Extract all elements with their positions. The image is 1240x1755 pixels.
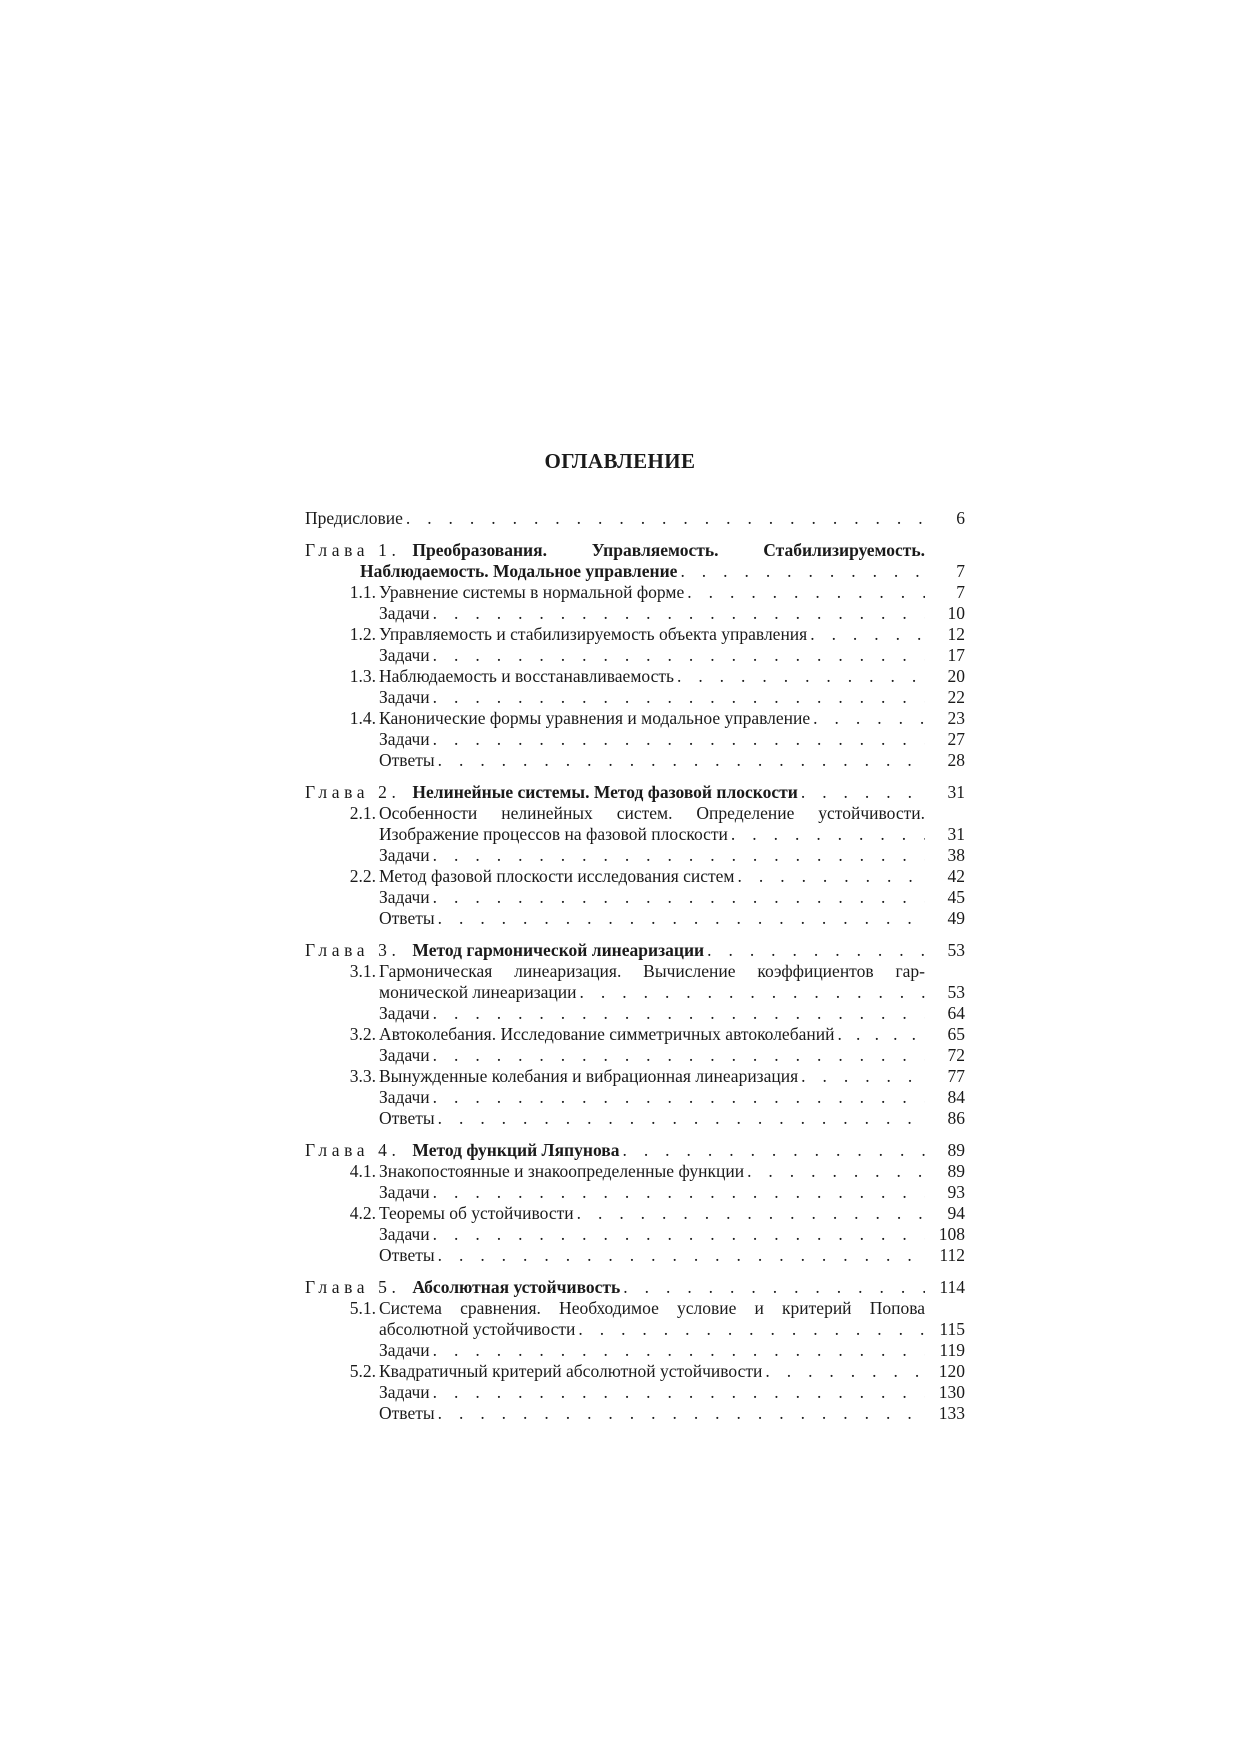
- dot-leader: [834, 1024, 925, 1045]
- page-number: 120: [938, 1361, 965, 1381]
- section-title-line-1: Гармоническая линеаризация. Вычисление коэффициентов гар-: [379, 961, 925, 981]
- dot-leader: [435, 908, 925, 929]
- toc-section-5-1[interactable]: [305, 1298, 965, 1340]
- toc-tasks-5-1[interactable]: [305, 1340, 965, 1361]
- dot-leader: [704, 940, 925, 961]
- tasks-label: Задачи: [379, 1003, 430, 1023]
- toc-section-1-1[interactable]: [305, 582, 965, 603]
- dot-leader: [677, 561, 925, 582]
- toc-section-3-3[interactable]: [305, 1066, 965, 1087]
- dot-leader: [430, 1340, 925, 1361]
- tasks-label: Задачи: [379, 1382, 430, 1402]
- tasks-label: Задачи: [379, 729, 430, 749]
- page-number: 112: [939, 1245, 965, 1265]
- answers-label: Ответы: [379, 1403, 435, 1423]
- dot-leader: [403, 508, 925, 529]
- dot-leader: [574, 1203, 925, 1224]
- toc-tasks-4-1[interactable]: [305, 1182, 965, 1203]
- page-number: 77: [947, 1066, 965, 1086]
- toc-entry-preface[interactable]: [305, 508, 965, 529]
- dot-leader: [619, 1140, 925, 1161]
- section-title: Автоколебания. Исследование симметричных автоколебаний: [379, 1024, 835, 1044]
- dot-leader: [435, 1245, 925, 1266]
- answers-label: Ответы: [379, 908, 435, 928]
- tasks-label: Задачи: [379, 887, 430, 907]
- chapter-label: Глава 2.: [305, 782, 401, 802]
- dot-leader: [430, 1182, 925, 1203]
- dot-leader: [430, 645, 925, 666]
- page-number: 108: [938, 1224, 965, 1244]
- dot-leader: [435, 1403, 925, 1424]
- page-number: 65: [947, 1024, 965, 1044]
- page-number: 49: [947, 908, 965, 928]
- toc-section-3-2[interactable]: [305, 1024, 965, 1045]
- toc-section-1-3[interactable]: [305, 666, 965, 687]
- dot-leader: [798, 782, 925, 803]
- page-number: 22: [947, 687, 965, 707]
- section-title: Квадратичный критерий абсолютной устойчивости: [379, 1361, 763, 1381]
- toc-tasks-4-2[interactable]: [305, 1224, 965, 1245]
- dot-leader: [810, 708, 925, 729]
- page-number: 31: [947, 782, 965, 802]
- page-number: 72: [947, 1045, 965, 1065]
- section-title: Теоремы об устойчивости: [379, 1203, 574, 1223]
- toc-tasks-5-2[interactable]: [305, 1382, 965, 1403]
- section-number: 3.3.: [349, 1066, 376, 1086]
- dot-leader: [430, 687, 925, 708]
- dot-leader: [430, 603, 925, 624]
- section-number: 3.2.: [349, 1024, 376, 1044]
- section-title: Наблюдаемость и восстанавливаемость: [379, 666, 674, 686]
- dot-leader: [728, 824, 925, 845]
- page-number: 45: [947, 887, 965, 907]
- toc-section-1-2[interactable]: [305, 624, 965, 645]
- toc-answers-1[interactable]: [305, 750, 965, 771]
- tasks-label: Задачи: [379, 603, 430, 623]
- toc-chapter-5[interactable]: [305, 1277, 965, 1298]
- dot-leader: [575, 1319, 925, 1340]
- page-number: 27: [947, 729, 965, 749]
- tasks-label: Задачи: [379, 687, 430, 707]
- toc-section-5-2[interactable]: [305, 1361, 965, 1382]
- toc-section-3-1[interactable]: [305, 961, 965, 1003]
- chapter-title-line-2: Наблюдаемость. Модальное управление: [360, 561, 678, 581]
- toc-answers-5[interactable]: [305, 1403, 965, 1424]
- answers-label: Ответы: [379, 1108, 435, 1128]
- tasks-label: Задачи: [379, 1045, 430, 1065]
- toc-answers-4[interactable]: [305, 1245, 965, 1266]
- page-number: 114: [939, 1277, 965, 1297]
- page-number: 93: [947, 1182, 965, 1202]
- chapter-title-line-1: Преобразования. Управляемость. Стабилизируемость.: [412, 540, 925, 560]
- section-number: 1.4.: [349, 708, 376, 728]
- table-of-contents: [305, 508, 965, 1424]
- toc-tasks-2-1[interactable]: [305, 845, 965, 866]
- dot-leader: [577, 982, 925, 1003]
- toc-chapter-3[interactable]: [305, 940, 965, 961]
- dot-leader: [430, 887, 925, 908]
- tasks-label: Задачи: [379, 1182, 430, 1202]
- page-number: 89: [947, 1140, 965, 1160]
- toc-section-4-2[interactable]: [305, 1203, 965, 1224]
- toc-tasks-2-2[interactable]: [305, 887, 965, 908]
- chapter-label: Глава 5.: [305, 1277, 401, 1297]
- tasks-label: Задачи: [379, 845, 430, 865]
- dot-leader: [430, 1003, 925, 1024]
- toc-section-4-1[interactable]: [305, 1161, 965, 1182]
- section-title: Знакопостоянные и знакоопределенные функции: [379, 1161, 745, 1181]
- page-number: 42: [947, 866, 965, 886]
- toc-chapter-1[interactable]: [305, 540, 965, 582]
- toc-chapter-4[interactable]: [305, 1140, 965, 1161]
- toc-section-1-4[interactable]: [305, 708, 965, 729]
- page-number: 7: [956, 582, 965, 602]
- page-number: 20: [947, 666, 965, 686]
- page-number: 23: [947, 708, 965, 728]
- page-number: 86: [947, 1108, 965, 1128]
- section-title-line-1: Система сравнения. Необходимое условие и критерий Попова: [379, 1298, 925, 1318]
- page-number: 53: [947, 982, 965, 1002]
- toc-tasks-3-1[interactable]: [305, 1003, 965, 1024]
- page-number: 38: [947, 845, 965, 865]
- answers-label: Ответы: [379, 750, 435, 770]
- page-number: 31: [947, 824, 965, 844]
- section-number: 2.2.: [349, 866, 376, 886]
- toc-tasks-1-4[interactable]: [305, 729, 965, 750]
- page-number: 94: [947, 1203, 965, 1223]
- chapter-label: Глава 4.: [305, 1140, 401, 1160]
- dot-leader: [435, 750, 925, 771]
- entry-title: Предисловие: [305, 508, 403, 528]
- section-title: Метод фазовой плоскости исследования систем: [379, 866, 735, 886]
- dot-leader: [430, 1382, 925, 1403]
- chapter-label: Глава 1.: [305, 540, 401, 560]
- section-number: 2.1.: [349, 803, 376, 823]
- page-number: 6: [956, 508, 965, 528]
- dot-leader: [435, 1108, 925, 1129]
- dot-leader: [430, 1224, 925, 1245]
- page-number: 64: [947, 1003, 965, 1023]
- page-number: 115: [939, 1319, 965, 1339]
- dot-leader: [674, 666, 925, 687]
- dot-leader: [744, 1161, 925, 1182]
- page-number: 12: [947, 624, 965, 644]
- dot-leader: [762, 1361, 925, 1382]
- tasks-label: Задачи: [379, 645, 430, 665]
- chapter-title: Нелинейные системы. Метод фазовой плоскости: [412, 782, 798, 802]
- chapter-title: Метод функций Ляпунова: [412, 1140, 620, 1160]
- toc-tasks-3-3[interactable]: [305, 1087, 965, 1108]
- toc-tasks-3-2[interactable]: [305, 1045, 965, 1066]
- toc-answers-2[interactable]: [305, 908, 965, 929]
- chapter-title: Метод гармонической линеаризации: [412, 940, 705, 960]
- chapter-label: Глава 3.: [305, 940, 401, 960]
- section-title: Канонические формы уравнения и модальное управление: [379, 708, 811, 728]
- section-number: 5.1.: [349, 1298, 376, 1318]
- dot-leader: [798, 1066, 925, 1087]
- tasks-label: Задачи: [379, 1087, 430, 1107]
- toc-title: ОГЛАВЛЕНИЕ: [544, 449, 696, 473]
- tasks-label: Задачи: [379, 1340, 430, 1360]
- toc-tasks-1-3[interactable]: [305, 687, 965, 708]
- page-number: 28: [947, 750, 965, 770]
- toc-tasks-1-2[interactable]: [305, 645, 965, 666]
- section-number: 1.3.: [349, 666, 376, 686]
- page-number: 53: [947, 940, 965, 960]
- page-number: 10: [947, 603, 965, 623]
- section-number: 1.1.: [349, 582, 376, 602]
- toc-answers-3[interactable]: [305, 1108, 965, 1129]
- dot-leader: [684, 582, 925, 603]
- dot-leader: [620, 1277, 925, 1298]
- dot-leader: [430, 1087, 925, 1108]
- section-title-line-2: монической линеаризации: [379, 982, 577, 1002]
- dot-leader: [430, 1045, 925, 1066]
- toc-tasks-1-1[interactable]: [305, 603, 965, 624]
- toc-section-2-1[interactable]: [305, 803, 965, 845]
- page-number: 133: [938, 1403, 965, 1423]
- section-number: 4.2.: [349, 1203, 376, 1223]
- section-number: 4.1.: [349, 1161, 376, 1181]
- section-number: 5.2.: [349, 1361, 376, 1381]
- answers-label: Ответы: [379, 1245, 435, 1265]
- dot-leader: [430, 729, 925, 750]
- toc-chapter-2[interactable]: [305, 782, 965, 803]
- section-title-line-2: абсолютной устойчивости: [379, 1319, 576, 1339]
- dot-leader: [807, 624, 925, 645]
- section-title: Управляемость и стабилизируемость объекта управления: [379, 624, 808, 644]
- page-number: 17: [947, 645, 965, 665]
- page-number: 7: [956, 561, 965, 581]
- tasks-label: Задачи: [379, 1224, 430, 1244]
- section-title-line-2: Изображение процессов на фазовой плоскости: [379, 824, 728, 844]
- page-number: 130: [938, 1382, 965, 1402]
- page-number: 89: [947, 1161, 965, 1181]
- section-title: Вынужденные колебания и вибрационная линеаризация: [379, 1066, 799, 1086]
- dot-leader: [430, 845, 925, 866]
- section-title-line-1: Особенности нелинейных систем. Определение устойчивости.: [379, 803, 925, 823]
- toc-section-2-2[interactable]: [305, 866, 965, 887]
- section-title: Уравнение системы в нормальной форме: [379, 582, 685, 602]
- page-number: 84: [947, 1087, 965, 1107]
- dot-leader: [735, 866, 925, 887]
- chapter-title: Абсолютная устойчивость: [412, 1277, 621, 1297]
- page-number: 119: [939, 1340, 965, 1360]
- section-number: 1.2.: [349, 624, 376, 644]
- section-number: 3.1.: [349, 961, 376, 981]
